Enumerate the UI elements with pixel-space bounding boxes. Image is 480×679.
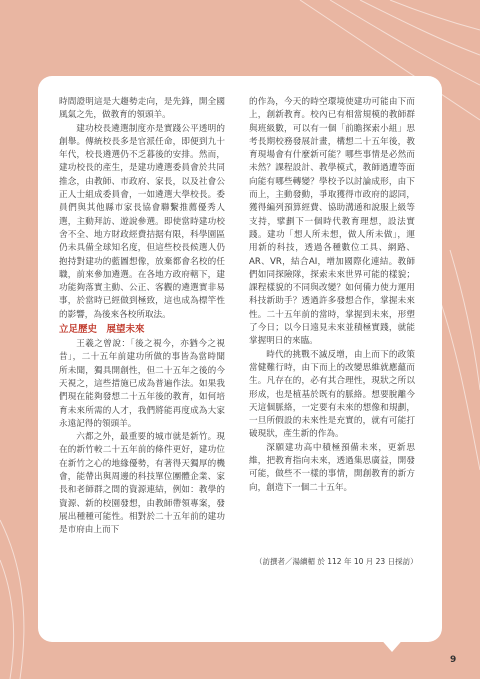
right-column — [249, 96, 415, 495]
speech-bubble-tail — [378, 636, 406, 652]
paragraph: 王羲之曾說：「後之視今，亦猶今之視昔」，二十五年前建功所做的事皆為當時聞所未聞，獨具開創性，但二十五年之後的今天視之，這些措施已成為普遍作法。如果我們現在能夠發想二十五年後的教育，如何培育未來所需的人才，我們將能再度成為大家永遠記得的領頭羊。 — [59, 339, 225, 429]
left-column — [59, 96, 225, 538]
paragraph: 時代的挑戰不滅反增，由上而下的政策當健難行時，由下而上的改變思維就應蘊而生。凡存在的，必有其合理性，現狀之所以形成，也是植基於既有的脈絡。想要脫離今天這個脈絡，一定要有未來的想像和規劃，一旦所假設的未來性是充實的，就有可能打破現狀，產生新的作為。 — [249, 349, 415, 440]
paragraph: 時間證明這是大趨勢走向，是先鋒，開全國風氣之先，做教育的領頭羊。 — [59, 97, 225, 121]
section-heading: 立足歷史 展望未來 — [59, 324, 145, 336]
page-number: 9 — [450, 655, 457, 665]
paragraph: 六都之外，最重要的城市就是新竹。現在的新竹較二十五年前的條件更好，建功位在新竹之心的地緣優勢，有著得天獨厚的機會，能帶出與周邊的科技單位團體企業、家長和老師群之間的資源連結，例如：教學的資源、新的校園發想，由教師帶領專案，發展出種種可能性。相對於二十五年前的建功是市府由上而下 — [59, 432, 225, 536]
paragraph: 建功校長遴選制度亦是實踐公平透明的創舉。傳統校長多是官派任命，即便到九十年代，校長遴選仍不乏暮後的安排。然而，建功校長的產生，是建功遴選委員會於共同推念，由教師、市政府、家長，以及社會公正人士組成委員會，一如遴選大學校長。委員們與其他縣市家長協會聯繫推薦優秀人選，主動拜訪、遊說參選。即使當時建功校舍不全、地方財政經費拮据有限，科學園區仍未具備全球知名度，但這些校長候選人仍抱持對建功的藍圖想像，放棄都會名校的任職，前來參加遴選。在各地方政府轄下，建功能夠落實主動、公正、客觀的遴選實非易事，於當時已經做到極致，這也成為標竿性的影響，為後來各校所取法。 — [59, 123, 225, 320]
interview-credit: （訪撰者／湯續楣 於 112 年 10 月 23 日採訪） — [255, 557, 418, 566]
paragraph: 深願建功高中積極預備未來，更新思維，把教育指向未來，透過集思廣益，開發可能，做些不一樣的事情，開創教育的新方向，創造下一個二十五年。 — [249, 442, 415, 493]
paragraph: 的作為，今天的時空環境使建功可能由下而上，創新教育。校內已有相當規模的教師群與班級數，可以有一個「前瞻探索小組」思考長期校務發展計畫，構想二十五年後，教育現場會有什麼新可能？哪些事情是必然而未然？課程設計、教學模式，教師過遭等面向能有哪些轉變？學校予以討論成形，由下而上，主動發動，爭取獲得市政府的認同，獲得編列預算經費、協助溝通和說服上級等支持，擘劃下一個時代教育理想，設法實踐。建功「想人所未想，做人所未做」，運用新的科技，透過各種數位工具、網路、AR、VR，結合AI，增加國際化連結。教師們如同探險隊，探索未來世界可能的樣貌；課程樣貌的不同與改變？如何備力使力運用科技新助手？透過許多發想合作，掌握未來性。二十五年前的當時，掌握到未來，形塑了今日；以今日遠見未來並積極實踐，就能掌握明日的來臨。 — [249, 97, 415, 347]
